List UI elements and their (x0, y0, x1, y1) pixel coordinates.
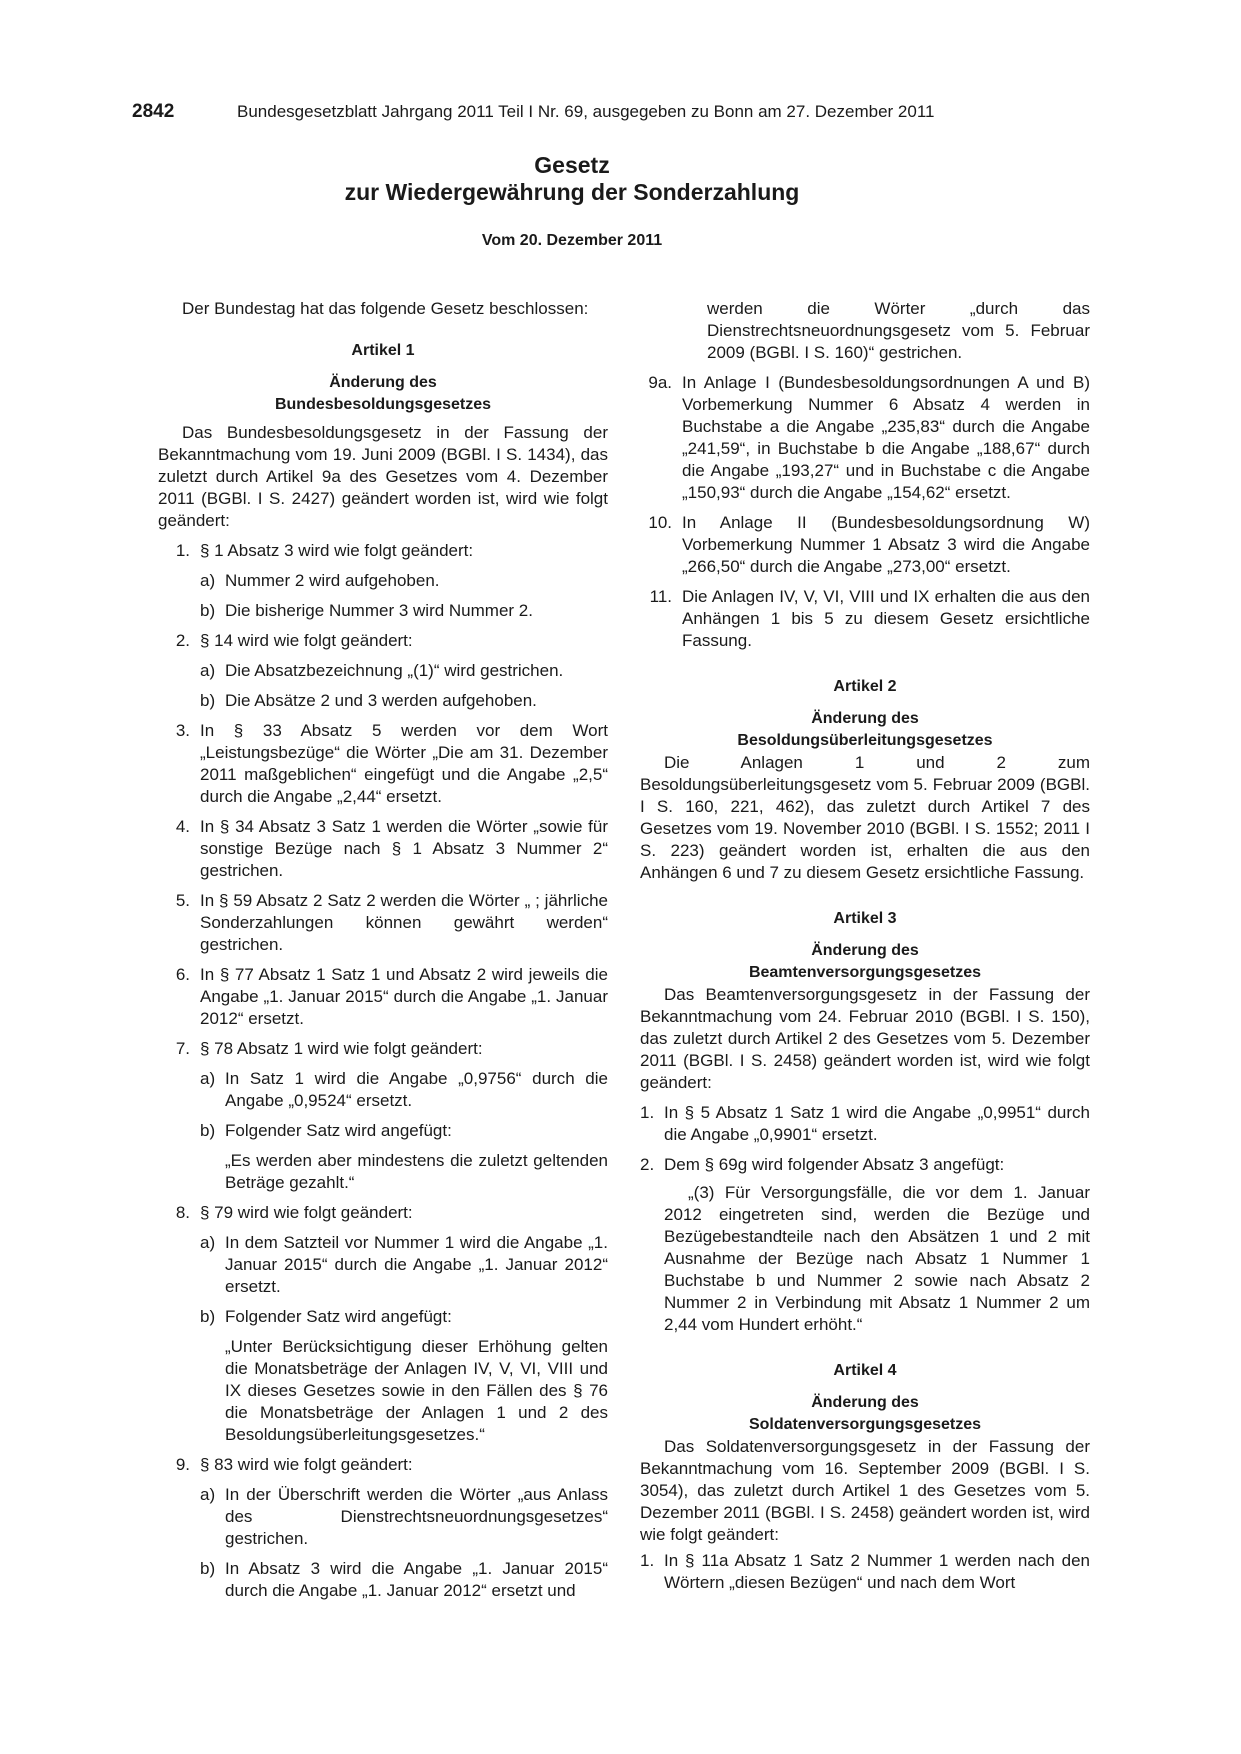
article-4-body: Das Soldatenversorgungsgesetz in der Fassung der Bekanntmachung vom 16. September 2009 (BGBl. I S. 3054), das zuletzt durch Artikel 1 des Gesetzes vom 5. Dezember 2011 (BGBl. I S. 2458) geändert worden ist, wird wie folgt geändert: (640, 1437, 1090, 1544)
continued-text: werden die Wörter „durch das Dienstrechtsneuordnungsgesetz vom 5. Februar 2009 (BGBl. I S. 160)“ gestrichen. (707, 299, 1090, 362)
article-2-number: Artikel 2 (833, 678, 897, 695)
title-line-2: zur Wiedergewährung der Sonderzahlung (344, 179, 800, 205)
article-1-title-1: Änderung des (329, 374, 437, 391)
law-title (132, 152, 1012, 206)
sub-item: a) In der Überschrift werden die Wörter „aus Anlass des Dienstrechtsneuordnungsgesetzes“ gestrichen. (200, 1485, 608, 1548)
quoted-text: „Es werden aber mindestens die zuletzt geltenden Beträge gezahlt.“ (225, 1151, 608, 1192)
article-4-title-2: Soldatenversorgungsgesetzes (748, 1416, 982, 1433)
list-item: 6. In § 77 Absatz 1 Satz 1 und Absatz 2 wird jeweils die Angabe „1. Januar 2015“ durch die Angabe „1. Januar 2012“ ersetzt. (175, 965, 608, 1028)
sub-item: a) Nummer 2 wird aufgehoben. (200, 571, 440, 590)
page-header (132, 101, 1012, 125)
sub-item: a) In Satz 1 wird die Angabe „0,9756“ durch die Angabe „0,9524“ ersetzt. (200, 1069, 608, 1110)
sub-item: a) Die Absatzbezeichnung „(1)“ wird gestrichen. (200, 661, 564, 680)
article-3-title-1: Änderung des (811, 942, 919, 959)
intro-paragraph: Der Bundestag hat das folgende Gesetz beschlossen: (182, 299, 589, 318)
article-4-number: Artikel 4 (833, 1362, 897, 1379)
sub-item: b) Die Absätze 2 und 3 werden aufgehoben. (200, 691, 537, 710)
list-item: 2. Dem § 69g wird folgender Absatz 3 angefügt: (640, 1155, 1005, 1174)
article-3-body: Das Beamtenversorgungsgesetz in der Fassung der Bekanntmachung vom 24. Februar 2010 (BGBl. I S. 150), das zuletzt durch Artikel 2 des Gesetzes vom 5. Dezember 2011 (BGBl. I S. 2458) geändert worden ist, wird wie folgt geändert: (640, 985, 1090, 1092)
article-2-title-2: Besoldungsüberleitungsgesetzes (737, 732, 993, 749)
article-2-body: Die Anlagen 1 und 2 zum Besoldungsüberleitungsgesetz vom 5. Februar 2009 (BGBl. I S. 160, 221, 462), das zuletzt durch Artikel 7 des Gesetzes vom 19. November 2010 (BGBl. I S. 1552; 2011 I S. 223) geändert worden ist, erhalten die aus den Anhängen 6 und 7 zu diesem Gesetz ersichtliche Fassung. (640, 753, 1090, 882)
sub-item: b) Die bisherige Nummer 3 wird Nummer 2. (200, 601, 533, 620)
list-item: 5. In § 59 Absatz 2 Satz 2 werden die Wörter „ ; jährliche Sonderzahlungen können gewährt werden“ gestrichen. (175, 891, 608, 954)
quoted-text: „Unter Berücksichtigung dieser Erhöhung gelten die Monatsbeträge der Anlagen IV, V, VI, VIII und IX dieses Gesetzes sowie in den Fällen des § 76 die Monatsbeträge der Anlagen 1 und 2 des Besoldungsüberleitungsgesetzes.“ (225, 1337, 608, 1444)
law-date: Vom 20. Dezember 2011 (481, 232, 663, 249)
article-1-body: Das Bundesbesoldungsgesetz in der Fassung der Bekanntmachung vom 19. Juni 2009 (BGBl. I S. 1434), das zuletzt durch Artikel 9a des Gesetzes vom 4. Dezember 2011 (BGBl. I S. 2427) geändert worden ist, wird wie folgt geändert: (158, 423, 608, 530)
quoted-text: „(3) Für Versorgungsfälle, die vor dem 1. Januar 2012 eingetreten sind, werden die Bezüge und Bezügebestandteile nach den Absätzen 1 und 2 mit Ausnahme der Bezüge nach Absatz 1 Nummer 1 Buchstabe b und Nummer 2 sowie nach Absatz 2 Nummer 2 in Verbindung mit Absatz 1 Nummer 2 um 2,44 vom Hundert erhöht.“ (664, 1183, 1090, 1334)
list-item: 1. § 1 Absatz 3 wird wie folgt geändert: (175, 541, 474, 560)
right-column (640, 298, 1090, 1594)
sub-item: b) Folgender Satz wird angefügt: (200, 1121, 452, 1140)
article-2-title-1: Änderung des (811, 710, 919, 727)
sub-item: a) In dem Satzteil vor Nummer 1 wird die Angabe „1. Januar 2015“ durch die Angabe „1. Januar 2012“ ersetzt. (200, 1233, 608, 1296)
sub-item: b) In Absatz 3 wird die Angabe „1. Januar 2015“ durch die Angabe „1. Januar 2012“ ersetzt und (200, 1559, 608, 1600)
list-item: 11. Die Anlagen IV, V, VI, VIII und IX erhalten die aus den Anhängen 1 bis 5 zu diesem Gesetz ersichtliche Fassung. (649, 587, 1090, 650)
list-item: 8. § 79 wird wie folgt geändert: (175, 1203, 413, 1222)
list-item: 1. In § 11a Absatz 1 Satz 2 Nummer 1 werden nach den Wörtern „diesen Bezügen“ und nach dem Wort (640, 1551, 1090, 1592)
article-3-title-2: Beamtenversorgungsgesetzes (748, 964, 982, 981)
list-item: 4. In § 34 Absatz 3 Satz 1 werden die Wörter „sowie für sonstige Bezüge nach § 1 Absatz 3 Nummer 2“ gestrichen. (175, 817, 608, 880)
list-item: 3. In § 33 Absatz 5 werden vor dem Wort „Leistungsbezüge“ die Wörter „Die am 31. Dezember 2011 maßgeblichen“ eingefügt und die Angabe „2,5“ durch die Angabe „2,44“ ersetzt. (175, 721, 608, 806)
list-item: 9. § 83 wird wie folgt geändert: (175, 1455, 413, 1474)
article-1-number: Artikel 1 (351, 342, 415, 359)
list-item: 2. § 14 wird wie folgt geändert: (175, 631, 413, 650)
left-column (158, 298, 608, 1602)
list-item: 10. In Anlage II (Bundesbesoldungsordnung W) Vorbemerkung Nummer 1 Absatz 3 wird die Angabe „266,50“ durch die Angabe „273,00“ ersetzt. (648, 513, 1090, 576)
sub-item: b) Folgender Satz wird angefügt: (200, 1307, 452, 1326)
list-item: 7. § 78 Absatz 1 wird wie folgt geändert: (175, 1039, 483, 1058)
running-head: Bundesgesetzblatt Jahrgang 2011 Teil I Nr. 69, ausgegeben zu Bonn am 27. Dezember 2011 (237, 102, 935, 121)
article-1-title-2: Bundesbesoldungsgesetzes (274, 396, 492, 413)
article-4-title-1: Änderung des (811, 1394, 919, 1411)
title-line-1: Gesetz (534, 152, 610, 178)
article-3-number: Artikel 3 (833, 910, 897, 927)
list-item: 1. In § 5 Absatz 1 Satz 1 wird die Angabe „0,9951“ durch die Angabe „0,9901“ ersetzt. (640, 1103, 1090, 1144)
list-item: 9a. In Anlage I (Bundesbesoldungsordnungen A und B) Vorbemerkung Nummer 6 Absatz 4 werden in Buchstabe a die Angabe „235,83“ durch die Angabe „241,59“, in Buchstabe b die Angabe „188,67“ durch die Angabe „193,27“ und in Buchstabe c die Angabe „150,93“ durch die Angabe „154,62“ ersetzt. (648, 373, 1090, 502)
page-number: 2842 (132, 101, 175, 122)
